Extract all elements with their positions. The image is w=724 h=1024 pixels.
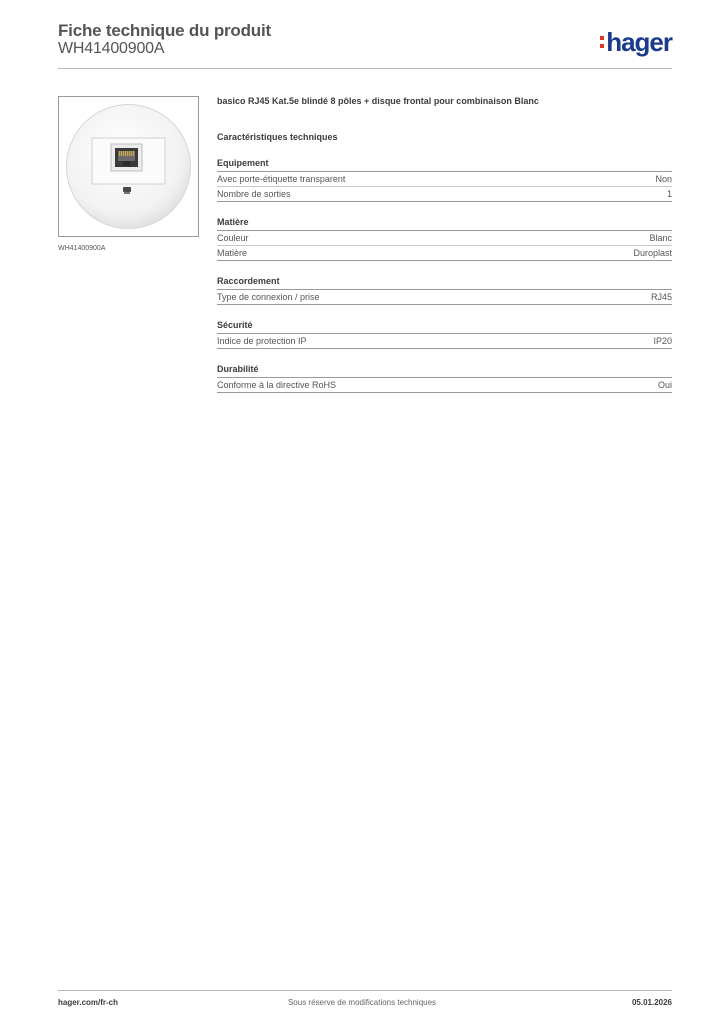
specs-heading: Caractéristiques techniques [217,132,338,142]
spec-value: Non [655,174,672,184]
hager-logo [600,27,672,57]
spec-value: Duroplast [633,248,672,258]
spec-label: Nombre de sorties [217,189,291,199]
spec-group-durabilite [217,364,672,393]
spec-value: IP20 [653,336,672,346]
footer-date: 05.01.2026 [631,998,672,1007]
logo-dots-icon [600,34,604,50]
spec-label: Type de connexion / prise [217,292,320,302]
product-image [58,96,199,237]
spec-label: Matière [217,248,248,258]
spec-group-equipement [217,158,672,202]
spec-group-title: Equipement [217,158,672,172]
spec-group-title: Matière [217,217,672,231]
spec-value: Blanc [649,233,672,243]
spec-row [217,290,672,305]
spec-group-title: Sécurité [217,320,672,334]
spec-row [217,378,672,393]
spec-row [217,172,672,187]
spec-row [217,187,672,202]
spec-label: Couleur [217,233,249,243]
spec-value: 1 [666,189,672,199]
spec-row [217,246,672,261]
spec-label: Avec porte-étiquette transparent [217,174,346,184]
footer-website-link[interactable]: hager.com/fr-ch [58,998,119,1007]
spec-row [217,334,672,349]
spec-label: Conforme à la directive RoHS [217,380,337,390]
spec-group-title: Raccordement [217,276,672,290]
spec-value: RJ45 [650,292,672,302]
spec-group-securite [217,320,672,349]
logo-text: hager [606,27,672,57]
product-image-caption: WH41400900A [58,245,106,252]
footer-disclaimer: Sous réserve de modifications techniques [287,998,437,1007]
spec-group-matiere [217,217,672,261]
header-divider [58,68,672,69]
footer-divider [58,990,672,991]
spec-group-raccordement [217,276,672,305]
product-title: basico RJ45 Kat.5e blindé 8 pôles + disque frontal pour combinaison Blanc [217,96,539,106]
spec-value: Oui [657,380,672,390]
spec-row [217,231,672,246]
rj45-socket-round-cover-image [59,97,198,236]
spec-label: Indice de protection IP [217,336,307,346]
product-details [217,95,672,393]
product-reference: WH41400900A [58,40,165,57]
page-title: Fiche technique du produit [58,21,271,40]
spec-group-title: Durabilité [217,364,672,378]
